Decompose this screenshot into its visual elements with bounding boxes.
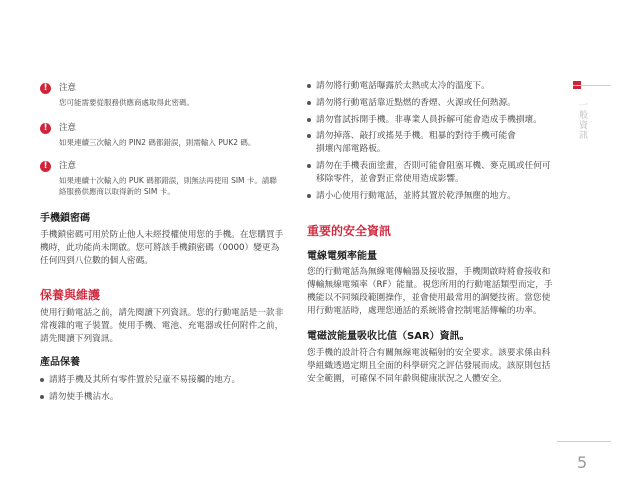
list-item: 請勿將行動電話靠近點燃的香煙、火源或任何熱源。 (307, 97, 555, 110)
list-item: 請勿在手機表面塗畫，否則可能會阻塞耳機、麥克風或任何可移除零件，並會對正常使用造成影響。 (307, 160, 555, 186)
list-item: 請勿嘗試拆開手機。非專業人員拆解可能會造成手機損壞。 (307, 114, 555, 127)
rf-text: 您的行動電話為無線電傳輸器及接收器，手機開啟時將會接收和傳輸無線電頻率（RF）能量。視您所用的行動電話類型而定，手機能以不同頻段範圍操作，並會使用最常用的調變技術。當您使用行動電話時，處理您通話的系統將會控制電話傳輸的功率。 (307, 267, 553, 316)
care-bullet-list (307, 80, 555, 202)
bullet-icon (40, 395, 44, 399)
warning-icon: ! (40, 161, 51, 172)
lock-code-heading: 手機鎖密碼 (40, 213, 90, 224)
care-text: 使用行動電話之前，請先閱讀下列資訊。您的行動電話是一款非常複雜的電子裝置。使用手機、電池、充電器或任何附件之前，請先閱讀下列資訊。 (40, 308, 284, 344)
divider (557, 441, 611, 442)
bullet-icon (307, 84, 311, 88)
product-care-heading: 產品保養 (40, 357, 80, 368)
bullet-icon (307, 134, 311, 138)
rf-heading: 電線電頻率能量 (307, 251, 377, 262)
note-title: 注意 (59, 83, 77, 93)
page-number: 5 (577, 453, 588, 472)
list-item: 請將手機及其所有零件置於兒童不易接觸的地方。 (40, 374, 285, 387)
divider (573, 85, 611, 86)
bullet-icon (40, 378, 44, 382)
safety-heading: 重要的安全資訊 (307, 224, 392, 238)
warning-icon: ! (40, 83, 51, 94)
section-tab: 一般資訊 (577, 100, 587, 140)
list-item: 請勿將行動電話曝露於太熱或太冷的溫度下。 (307, 80, 555, 93)
lock-code-text: 手機鎖密碼可用於防止他人未經授權使用您的手機。在您購買手機時，此功能尚未開啟。您可將該手機鎖密碼（0000）變更為任何四到八位數的個人密碼。 (40, 230, 284, 266)
note-title: 注意 (59, 123, 77, 133)
bullet-icon (307, 164, 311, 168)
list-item: 請小心使用行動電話，並將其置於乾淨無塵的地方。 (307, 190, 555, 203)
note-body: 如果連續三次輸入的 PIN2 碼都錯誤，則需輸入 PUK2 碼。 (59, 138, 256, 147)
care-heading: 保養與維護 (40, 288, 101, 302)
sar-heading: 電磁波能量吸收比值（SAR）資訊。 (307, 331, 470, 342)
bullet-icon (307, 118, 311, 122)
product-care-list (40, 374, 285, 404)
note-body: 如果連續十次輸入的 PUK 碼都錯誤，則無法再使用 SIM 卡。請聯絡服務供應商以取得新的 SIM 卡。 (59, 176, 277, 196)
note-title: 注意 (59, 161, 77, 171)
bullet-icon (307, 101, 311, 105)
sar-text: 您手機的設計符合有關無線電波輻射的安全要求。該要求係由科學組織透過定期且全面的科學研究之評估發展而成。該原則包括安全範圍，可確保不同年齡與健康狀況之人體安全。 (307, 348, 551, 384)
bullet-icon (307, 194, 311, 198)
warning-icon: ! (40, 123, 51, 134)
list-item: 請勿使手機沾水。 (40, 391, 285, 404)
note-body: 您可能需要從服務供應商處取得此密碼。 (59, 98, 194, 107)
list-item: 請勿掉落、敲打或搖晃手機。粗暴的對待手機可能會損壞內部電路板。 (307, 130, 522, 156)
